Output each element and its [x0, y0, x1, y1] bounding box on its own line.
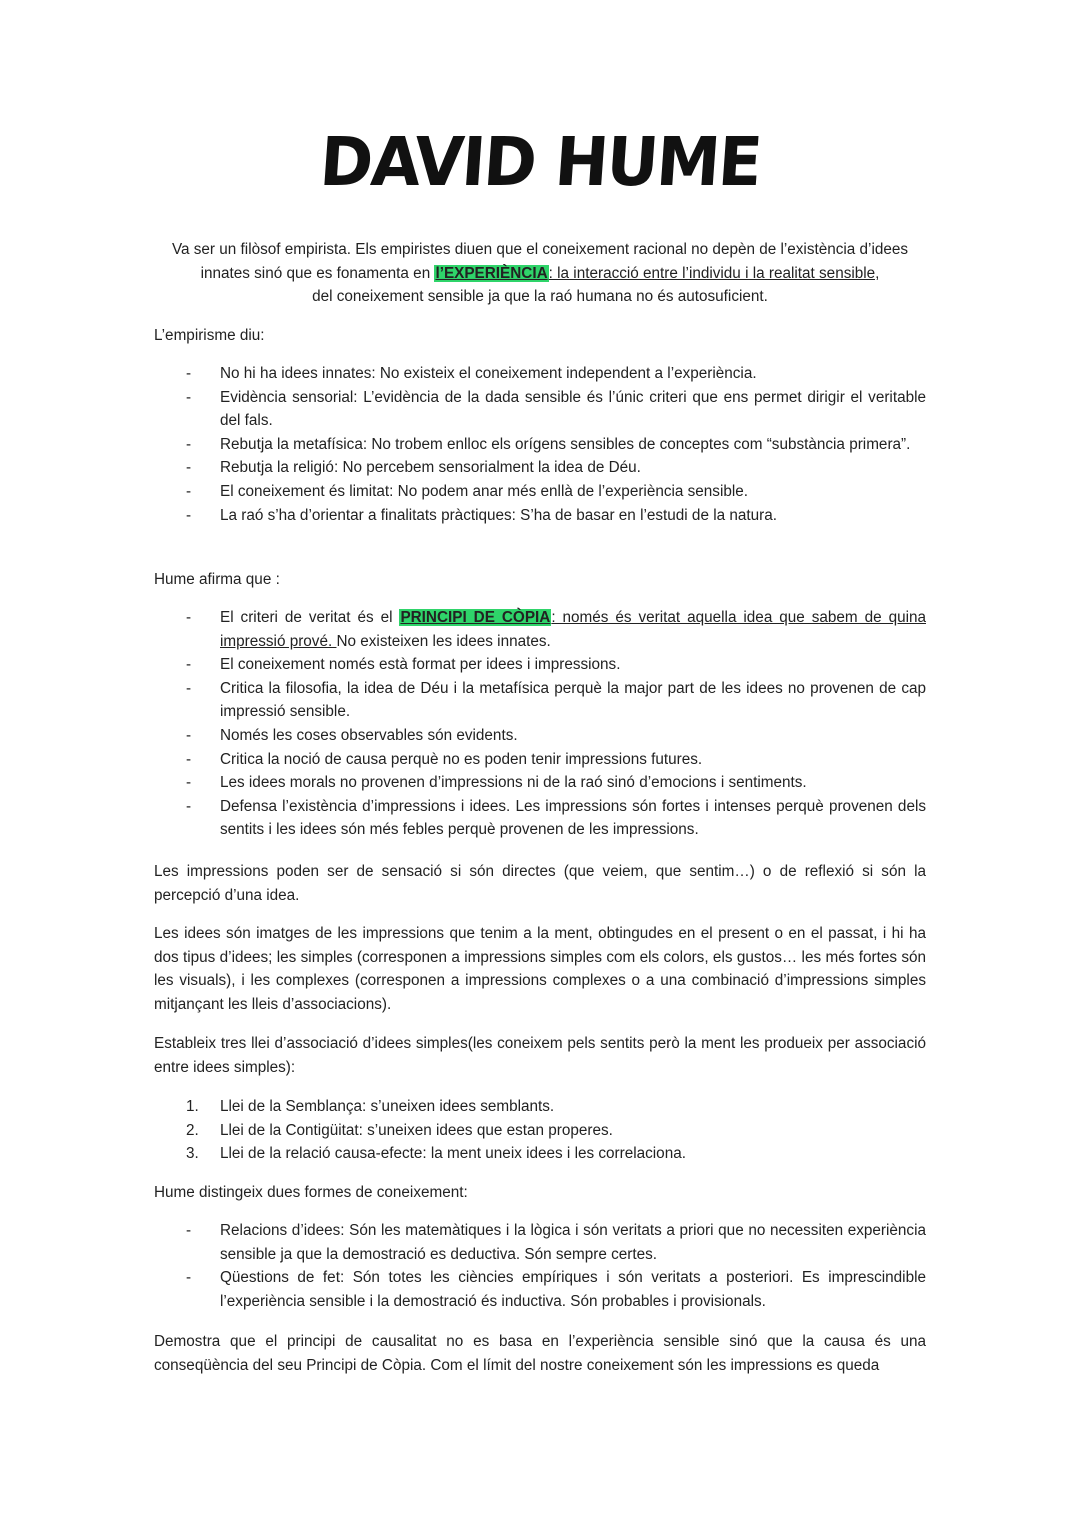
item-text: Llei de la Semblança: s’uneixen idees semblants.: [220, 1098, 555, 1115]
formes-list: [154, 1219, 926, 1313]
list-item: - Critica la noció de causa perquè no es poden tenir impressions futures.: [154, 748, 926, 772]
list-item: - Evidència sensorial: L’evidència de la dada sensible és l’únic criteri que ens permet dirigir el veritable del fals.: [154, 386, 926, 433]
list-item: - Qüestions de fet: Són totes les ciències empíriques i són veritats a posteriori. Es imprescindible l’experiència sensible i la demostració és inductiva. Són probables i provisionals.: [154, 1266, 926, 1313]
experiencia-highlight: l’EXPERIÈNCIA: [435, 264, 548, 282]
list-item: - Critica la filosofia, la idea de Déu i la metafísica perquè la major part de les idees no provenen de cap impressió sensible.: [154, 677, 926, 724]
empirisme-heading: L’empirisme diu:: [154, 327, 265, 344]
list-item: - El coneixement només està format per idees i impressions.: [154, 653, 926, 677]
hume-list: [154, 606, 926, 842]
intro-paragraph: [154, 238, 926, 309]
formes-heading: Hume distingeix dues formes de coneixement:: [154, 1184, 468, 1201]
hume-heading: Hume afirma que :: [154, 571, 280, 588]
list-item: - El coneixement és limitat: No podem anar més enllà de l’experiència sensible.: [154, 480, 926, 504]
item-number: 1.: [186, 1098, 199, 1115]
list-item: - Relacions d’idees: Són les matemàtiques i la lògica i són veritats a priori que no necessiten experiència sensible ja que la demostració es deductiva. Són sempre certes.: [154, 1219, 926, 1266]
lleis-intro: Estableix tres llei d’associació d’idees simples(les coneixem pels sentits però la ment les produeix per associació entre idees simples):: [154, 1035, 926, 1076]
lleis-list: [154, 1095, 926, 1166]
causalitat-paragraph: Demostra que el principi de causalitat no es basa en l’experiència sensible sinó que la causa és una conseqüència del seu Principi de Còpia. Com el límit del nostre coneixement són les impressions es queda: [154, 1333, 926, 1374]
principi-copia-highlight: PRINCIPI DE CÒPIA: [400, 609, 551, 626]
idees-paragraph: Les idees són imatges de les impressions que tenim a la ment, obtingudes en el present o en el passat, i hi ha dos tipus d’idees; les simples (corresponen a impressions simples com els colors, els gustos… les més fortes són les visuals), i les complexes (corresponen a impressions complexes o a una combinació d’impressions simples mitjançant les lleis d’associacions).: [154, 925, 926, 1013]
item-number: 3.: [186, 1145, 199, 1163]
list-item: [154, 1095, 926, 1119]
empirisme-list: [154, 362, 926, 527]
list-item: - Defensa l’existència d’impressions i idees. Les impressions són fortes i intenses perquè provenen dels sentits i les idees són més febles perquè provenen de les impressions.: [154, 795, 926, 842]
list-item: - Només les coses observables són evidents.: [154, 724, 926, 748]
intro-text-1: Va ser un filòsof empirista. Els empiristes diuen que el coneixement racional no depèn de l’existència d’idees innates sinó que es fonamenta en: [171, 241, 909, 282]
list-item: - Les idees morals no provenen d’impressions ni de la raó sinó d’emocions i sentiments.: [154, 771, 926, 795]
item-text: Llei de la Contigüitat: s’uneixen idees que estan properes.: [220, 1121, 613, 1139]
list-item-principi-copia: [154, 606, 926, 653]
principi-text-3: No existeixen les idees innates.: [336, 632, 551, 650]
item-text: Llei de la relació causa-efecte: la ment uneix idees i les correlaciona.: [220, 1145, 686, 1163]
principi-text-1: El criteri de veritat és el: [220, 609, 400, 626]
page-title: DAVID HUME: [317, 124, 763, 202]
intro-text-3: del coneixement sensible ja que la raó humana no és autosuficient.: [312, 288, 768, 306]
list-item: - La raó s’ha d’orientar a finalitats pràctiques: S’ha de basar en l’estudi de la natura.: [154, 504, 926, 528]
principi-text-2: : només és veritat aquella idea que sabem de quina impressió prové.: [220, 609, 927, 650]
impressions-paragraph: Les impressions poden ser de sensació si són directes (que veiem, que sentim…) o de reflexió si són la percepció d’una idea.: [154, 863, 926, 904]
item-number: 2.: [186, 1121, 199, 1139]
intro-text-2: : la interacció entre l’individu i la realitat sensible,: [548, 264, 880, 282]
list-item: - Rebutja la metafísica: No trobem enlloc els orígens sensibles de conceptes com “substància primera”.: [154, 433, 926, 457]
list-item: - No hi ha idees innates: No existeix el coneixement independent a l’experiència.: [154, 362, 926, 386]
list-item: [154, 1119, 926, 1143]
list-item: [154, 1142, 926, 1166]
list-item: - Rebutja la religió: No percebem sensorialment la idea de Déu.: [154, 456, 926, 480]
